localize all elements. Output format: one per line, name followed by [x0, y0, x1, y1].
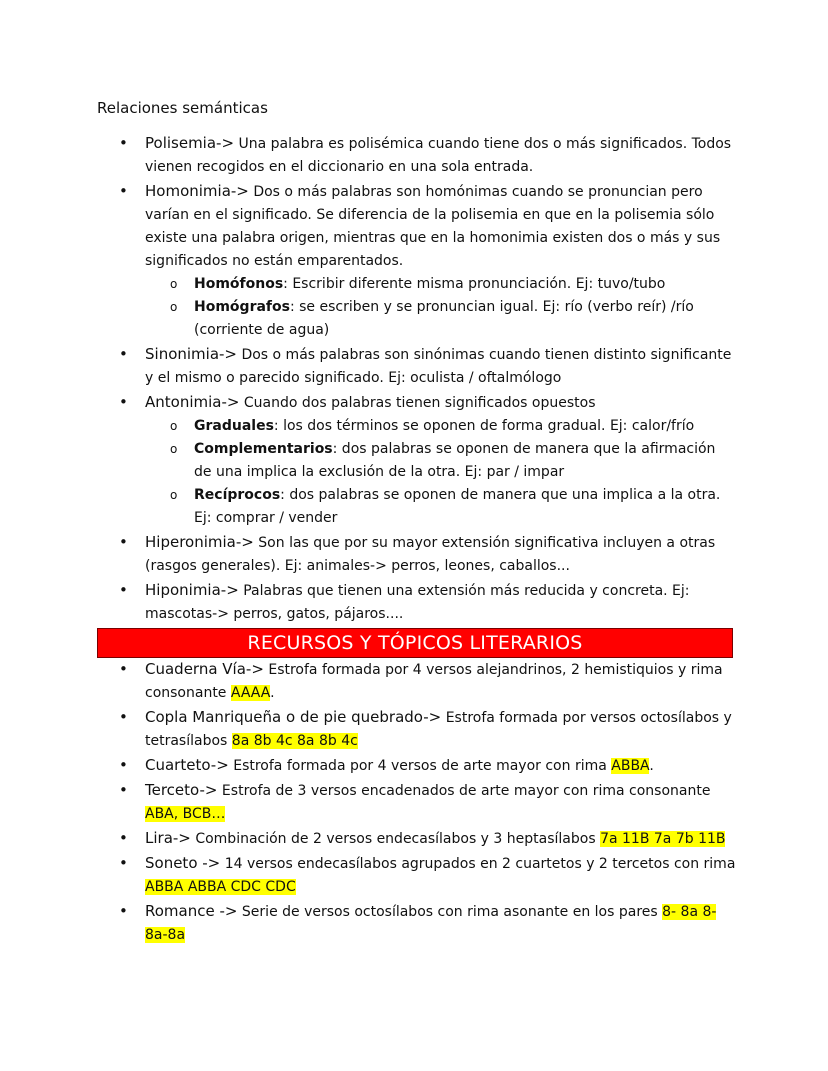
item-description: Estrofa formada por 4 versos alejandrinos, 2 hemistiquios y rima consonante — [145, 662, 723, 701]
sub-item-homofonos — [145, 273, 737, 296]
list-item-antonimia — [97, 391, 737, 530]
sub-list — [145, 415, 737, 530]
item-term: Hiperonimia-> — [145, 533, 254, 551]
rhyme-highlight: ABBA ABBA CDC CDC — [145, 879, 296, 895]
item-description: Cuando dos palabras tienen significados opuestos — [239, 395, 596, 411]
item-term: Homonimia-> — [145, 182, 249, 200]
item-description: Dos o más palabras son homónimas cuando se pronuncian pero varían en el significado. Se diferencia de la polisemia en que en la polisemia sólo existe una palabra origen, mientras que en la homonimia existen dos o más y sus significados no están emparentados. — [145, 184, 721, 269]
item-tail: . — [649, 758, 654, 774]
rhyme-highlight: ABBA — [611, 758, 650, 774]
section-banner: RECURSOS Y TÓPICOS LITERARIOS — [97, 628, 733, 658]
sub-item-term: Homófonos — [194, 276, 284, 292]
item-description: Estrofa formada por versos octosílabos y tetrasílabos — [145, 710, 732, 749]
item-tail: . — [270, 685, 275, 701]
sub-item-term: Recíprocos — [194, 487, 281, 503]
semantic-list — [97, 132, 737, 626]
item-description: 14 versos endecasílabos agrupados en 2 cuartetos y 2 tercetos con rima — [220, 856, 736, 872]
item-description: Una palabra es polisémica cuando tiene dos o más significados. Todos vienen recogidos en el diccionario en una sola entrada. — [145, 136, 732, 175]
list-item-homonimia — [97, 180, 737, 342]
page-title: Relaciones semánticas — [97, 99, 268, 117]
rhyme-highlight: 7a 11B 7a 7b 11B — [600, 831, 726, 847]
sub-item-description: : los dos términos se oponen de forma gradual. Ej: calor/frío — [273, 418, 695, 434]
sub-item-description: : Escribir diferente misma pronunciación. Ej: tuvo/tubo — [283, 276, 666, 292]
item-term: Lira-> — [145, 829, 191, 847]
item-term: Soneto -> — [145, 854, 221, 872]
sub-item-reciprocos — [145, 484, 737, 530]
item-description: Son las que por su mayor extensión significativa incluyen a otras (rasgos generales). Ej: animales-> perros, leones, caballos... — [145, 535, 716, 574]
item-term: Terceto-> — [145, 781, 218, 799]
list-item-terceto — [97, 779, 737, 826]
sub-item-complementarios — [145, 438, 737, 484]
list-item-sinonimia — [97, 343, 737, 390]
list-item-romance — [97, 900, 737, 947]
list-item-soneto — [97, 852, 737, 899]
sub-item-description: : dos palabras se oponen de manera que la afirmación de una implica la exclusión de la otra. Ej: par / impar — [194, 441, 716, 480]
item-term: Cuarteto-> — [145, 756, 229, 774]
item-description: Estrofa formada por 4 versos de arte mayor con rima — [228, 758, 612, 774]
item-term: Antonimia-> — [145, 393, 240, 411]
list-item-polisemia — [97, 132, 737, 179]
sub-item-description: : dos palabras se oponen de manera que una implica a la otra. Ej: comprar / vender — [194, 487, 721, 526]
item-term: Romance -> — [145, 902, 238, 920]
list-item-cuarteto — [97, 754, 737, 778]
item-description: Dos o más palabras son sinónimas cuando tienen distinto significante y el mismo o parecido significado. Ej: oculista / oftalmólogo — [145, 347, 732, 386]
item-description: Estrofa de 3 versos encadenados de arte mayor con rima consonante — [217, 783, 711, 799]
list-item-lira — [97, 827, 737, 851]
rhyme-highlight: ABA, BCB… — [145, 806, 226, 822]
sub-item-description: : se escriben y se pronuncian igual. Ej: río (verbo reír) /río (corriente de agua) — [194, 299, 694, 338]
item-term: Sinonimia-> — [145, 345, 237, 363]
list-item-hiponimia — [97, 579, 737, 626]
item-term: Polisemia-> — [145, 134, 235, 152]
list-item-copla-manriquena — [97, 706, 737, 753]
rhyme-highlight: 8a 8b 4c 8a 8b 4c — [231, 733, 358, 749]
item-term: Cuaderna Vía-> — [145, 660, 264, 678]
literary-list — [97, 658, 737, 947]
sub-item-homografos — [145, 296, 737, 342]
item-description: Combinación de 2 versos endecasílabos y 3 heptasílabos — [190, 831, 601, 847]
item-description: Palabras que tienen una extensión más reducida y concreta. Ej: mascotas-> perros, gatos, pájaros.... — [145, 583, 690, 622]
item-description: Serie de versos octosílabos con rima asonante en los pares — [237, 904, 663, 920]
sub-item-term: Graduales — [194, 418, 274, 434]
sub-list — [145, 273, 737, 342]
semantic-relations-section — [97, 132, 737, 627]
rhyme-highlight: AAAA — [230, 685, 271, 701]
list-item-hiperonimia — [97, 531, 737, 578]
sub-item-term: Homógrafos — [194, 299, 290, 315]
literary-resources-section — [97, 658, 737, 948]
sub-item-term: Complementarios — [194, 441, 333, 457]
rhyme-highlight: 8- 8a 8- 8a-8a — [145, 904, 717, 943]
list-item-cuaderna-via — [97, 658, 737, 705]
item-term: Hiponimia-> — [145, 581, 239, 599]
sub-item-graduales — [145, 415, 737, 438]
item-term: Copla Manriqueña o de pie quebrado-> — [145, 708, 442, 726]
